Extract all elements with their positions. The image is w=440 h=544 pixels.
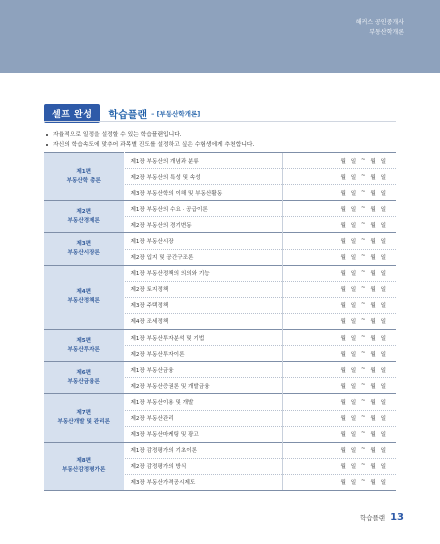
date-range [283,446,397,454]
date-day-label: 일 [380,319,386,326]
date-range-cell[interactable] [282,153,396,169]
date-month-label: 월 [340,319,346,326]
date-day-label: 일 [350,190,357,197]
date-range-cell[interactable] [282,362,396,378]
part-title: 부동산개발 및 관리론 [57,419,111,426]
date-tilde-label: ~ [360,365,366,372]
date-range-cell[interactable] [282,265,396,281]
date-month-label: 월 [370,287,376,294]
self-badge: 셀프 완성 [44,104,100,123]
table-row [44,362,396,378]
chapter-cell: 제3장 부동산학의 이해 및 부동산활동 [124,185,282,201]
date-range [283,301,397,309]
date-range-cell[interactable] [282,458,396,474]
part-title: 부동산정책론 [67,298,100,305]
part-title: 부동산감정평가론 [62,467,106,474]
date-month-label: 월 [370,464,376,471]
part-cell [44,233,124,265]
title-divider [44,121,396,122]
date-month-label: 월 [340,367,346,374]
date-day-label: 일 [350,335,357,342]
date-range-cell[interactable] [282,346,396,362]
date-day-label: 일 [350,158,357,165]
date-range-cell[interactable] [282,313,396,329]
date-tilde-label: ~ [360,269,366,276]
table-row [44,153,396,169]
chapter-cell: 제2장 부동산증권론 및 개발금융 [124,378,282,394]
table-row [44,394,396,410]
date-tilde-label: ~ [360,333,366,340]
part-title: 부동산금융론 [67,378,100,385]
date-range [283,253,397,261]
date-range-cell[interactable] [282,233,396,249]
date-month-label: 월 [370,351,376,358]
chapter-cell: 제1장 부동산금융 [124,362,282,378]
date-range-cell[interactable] [282,249,396,265]
date-day-label: 일 [380,448,386,455]
chapter-cell: 제2장 부동산투자이론 [124,346,282,362]
date-day-label: 일 [380,383,386,390]
date-day-label: 일 [350,432,357,439]
part-cell [44,153,124,201]
date-range [283,317,397,325]
date-tilde-label: ~ [360,381,366,388]
date-day-label: 일 [350,399,357,406]
chapter-cell: 제1장 부동산의 수요 · 공급이론 [124,201,282,217]
date-range-cell[interactable] [282,378,396,394]
date-day-label: 일 [350,367,357,374]
chapter-cell: 제2장 입지 및 공간구조론 [124,249,282,265]
date-tilde-label: ~ [360,188,366,195]
part-title: 부동산경제론 [67,217,100,224]
date-month-label: 월 [370,432,376,439]
date-month-label: 월 [340,448,346,455]
date-tilde-label: ~ [360,462,366,469]
chapter-cell: 제2장 토지정책 [124,281,282,297]
date-day-label: 일 [380,287,386,294]
part-number: 제1편 [76,168,92,175]
date-tilde-label: ~ [360,349,366,356]
chapter-cell: 제2장 감정평가의 방식 [124,458,282,474]
part-number: 제5편 [76,337,92,344]
date-range-cell[interactable] [282,442,396,458]
bullet-dot-icon [46,134,48,136]
date-tilde-label: ~ [360,397,366,404]
date-day-label: 일 [380,271,386,278]
page-footer [360,512,404,523]
date-day-label: 일 [350,383,357,390]
date-month-label: 월 [340,271,346,278]
part-number: 제8편 [76,458,92,465]
date-range [283,285,397,293]
date-month-label: 월 [340,351,346,358]
part-number: 제6편 [76,369,92,376]
date-day-label: 일 [350,448,357,455]
part-cell [44,362,124,394]
date-month-label: 월 [340,206,346,213]
date-month-label: 월 [370,448,376,455]
date-month-label: 월 [370,239,376,246]
chapter-cell: 제1장 부동산이용 및 개발 [124,394,282,410]
date-day-label: 일 [380,351,386,358]
date-range [283,205,397,213]
date-month-label: 월 [340,222,346,229]
date-range-cell[interactable] [282,410,396,426]
date-month-label: 월 [370,335,376,342]
date-month-label: 월 [370,319,376,326]
date-day-label: 일 [380,335,386,342]
bullet-dot-icon [46,144,48,146]
date-range-cell[interactable] [282,297,396,313]
date-month-label: 월 [340,287,346,294]
date-day-label: 일 [380,190,386,197]
date-day-label: 일 [350,255,357,262]
date-tilde-label: ~ [360,220,366,227]
date-range [283,334,397,342]
date-month-label: 월 [340,335,346,342]
part-number: 제7편 [76,410,92,417]
date-range [283,350,397,358]
part-cell [44,201,124,233]
date-month-label: 월 [340,190,346,197]
date-day-label: 일 [380,222,386,229]
date-month-label: 월 [370,222,376,229]
date-day-label: 일 [350,351,357,358]
date-tilde-label: ~ [360,414,366,421]
date-range-cell[interactable] [282,281,396,297]
date-range-cell[interactable] [282,217,396,233]
date-month-label: 월 [370,271,376,278]
date-day-label: 일 [350,222,357,229]
date-day-label: 일 [380,239,386,246]
date-tilde-label: ~ [360,172,366,179]
date-month-label: 월 [340,480,346,487]
date-tilde-label: ~ [360,156,366,163]
date-day-label: 일 [380,158,386,165]
date-month-label: 월 [370,174,376,181]
date-day-label: 일 [350,287,357,294]
study-plan-table [44,152,396,491]
date-day-label: 일 [380,255,386,262]
chapter-cell: 제1장 부동산시장 [124,233,282,249]
date-day-label: 일 [380,399,386,406]
date-tilde-label: ~ [360,285,366,292]
date-range-cell[interactable] [282,394,396,410]
date-range [283,462,397,470]
date-day-label: 일 [380,464,386,471]
part-number: 제2편 [76,208,92,215]
date-range [283,478,397,486]
date-day-label: 일 [350,174,357,181]
table-row [44,201,396,217]
chapter-cell: 제2장 부동산의 경기변동 [124,217,282,233]
part-cell [44,265,124,329]
header-band [0,0,440,73]
date-month-label: 월 [340,303,346,310]
part-cell [44,330,124,362]
header-line-2: 부동산학개론 [369,29,404,36]
date-range [283,173,397,181]
chapter-cell: 제2장 부동산관리 [124,410,282,426]
date-day-label: 일 [350,271,357,278]
part-cell [44,394,124,442]
part-title: 부동산시장론 [67,250,100,257]
date-day-label: 일 [350,464,357,471]
date-month-label: 월 [370,383,376,390]
date-day-label: 일 [350,303,357,310]
date-tilde-label: ~ [360,430,366,437]
date-month-label: 월 [340,399,346,406]
date-month-label: 월 [370,206,376,213]
date-tilde-label: ~ [360,317,366,324]
date-day-label: 일 [380,174,386,181]
part-cell [44,442,124,490]
date-month-label: 월 [340,464,346,471]
plan-subtitle: – [부동산학개론] [151,110,201,118]
bullet-item: 자율적으로 일정을 설정할 수 있는 학습플랜입니다. [46,130,254,140]
chapter-cell: 제2장 부동산의 특성 및 속성 [124,169,282,185]
date-day-label: 일 [350,319,357,326]
date-month-label: 월 [340,174,346,181]
chapter-cell: 제3장 주택정책 [124,297,282,313]
running-header [356,18,404,38]
date-month-label: 월 [370,367,376,374]
date-month-label: 월 [370,480,376,487]
part-number: 제4편 [76,289,92,296]
date-tilde-label: ~ [360,446,366,453]
chapter-cell: 제4장 조세정책 [124,313,282,329]
table-row [44,442,396,458]
date-range [283,189,397,197]
date-range [283,157,397,165]
chapter-cell: 제1장 부동산정책의 의의와 기능 [124,265,282,281]
date-range [283,221,397,229]
date-day-label: 일 [380,480,386,487]
chapter-cell: 제1장 부동산의 개념과 분류 [124,153,282,169]
page-number: 13 [390,512,404,523]
date-day-label: 일 [350,480,357,487]
date-tilde-label: ~ [360,253,366,260]
date-month-label: 월 [370,255,376,262]
date-range-cell[interactable] [282,201,396,217]
table-row [44,265,396,281]
date-range-cell[interactable] [282,426,396,442]
date-range [283,414,397,422]
header-line-1: 해커스 공인중개사 [355,19,404,26]
date-month-label: 월 [370,303,376,310]
date-range-cell[interactable] [282,474,396,490]
date-month-label: 월 [340,416,346,423]
date-range [283,398,397,406]
intro-bullets [46,130,254,150]
footer-label: 학습플랜 [359,514,386,522]
date-range [283,237,397,245]
date-tilde-label: ~ [360,478,366,485]
date-tilde-label: ~ [360,237,366,244]
date-day-label: 일 [380,432,386,439]
part-title: 부동산학 총론 [66,177,101,184]
date-month-label: 월 [340,432,346,439]
chapter-cell: 제1장 부동산투자분석 및 기법 [124,330,282,346]
date-range [283,366,397,374]
date-day-label: 일 [380,367,386,374]
date-tilde-label: ~ [360,301,366,308]
date-month-label: 월 [340,239,346,246]
bullet-item: 자신의 학습속도에 맞추어 과목별 진도를 설정하고 싶은 수험생에게 추천합니다. [46,140,254,150]
table-row [44,233,396,249]
date-day-label: 일 [380,303,386,310]
date-range [283,269,397,277]
date-day-label: 일 [350,416,357,423]
part-title: 부동산투자론 [67,346,100,353]
date-range-cell[interactable] [282,169,396,185]
date-month-label: 월 [370,158,376,165]
date-month-label: 월 [370,416,376,423]
date-day-label: 일 [380,206,386,213]
date-month-label: 월 [340,158,346,165]
date-day-label: 일 [350,206,357,213]
plan-title: 학습플랜 [108,110,148,121]
date-range [283,382,397,390]
date-month-label: 월 [370,399,376,406]
part-number: 제3편 [76,241,92,248]
chapter-cell: 제1장 감정평가의 기초이론 [124,442,282,458]
date-month-label: 월 [340,255,346,262]
date-range-cell[interactable] [282,330,396,346]
date-range [283,430,397,438]
date-day-label: 일 [350,239,357,246]
chapter-cell: 제3장 부동산가격공시제도 [124,474,282,490]
date-range-cell[interactable] [282,185,396,201]
date-day-label: 일 [380,416,386,423]
date-month-label: 월 [340,383,346,390]
chapter-cell: 제3장 부동산마케팅 및 광고 [124,426,282,442]
table-row [44,330,396,346]
date-month-label: 월 [370,190,376,197]
date-tilde-label: ~ [360,204,366,211]
